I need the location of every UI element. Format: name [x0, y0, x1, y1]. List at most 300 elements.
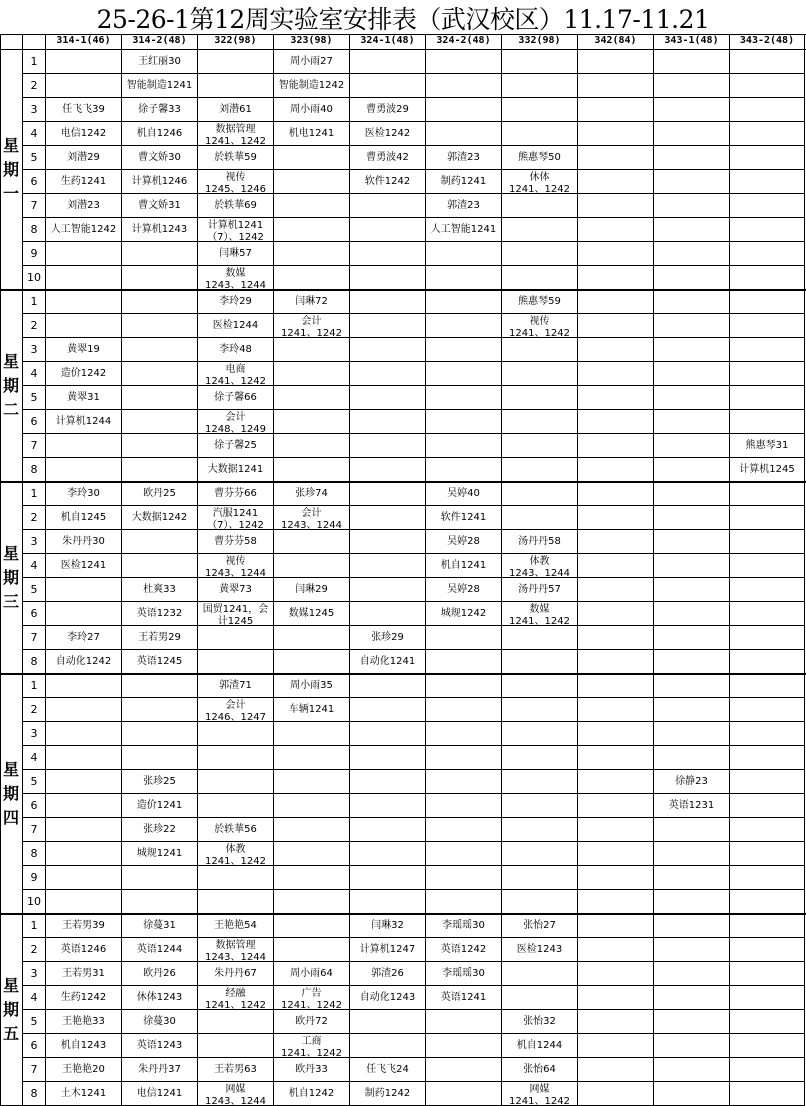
cell-text: 人工智能1241 — [430, 224, 497, 235]
empty-cell — [46, 746, 122, 770]
schedule-cell — [122, 986, 198, 1010]
cell-text: 视传 — [529, 316, 550, 327]
empty-cell — [502, 194, 578, 218]
schedule-cell — [198, 674, 274, 698]
schedule-cell — [274, 482, 350, 506]
schedule-cell — [122, 218, 198, 242]
schedule-cell — [274, 290, 350, 314]
cell-text: 自动化1241 — [359, 656, 416, 667]
cell-text: 熊惠琴31 — [745, 440, 789, 451]
cell-text: 曹芬芬58 — [214, 536, 257, 547]
empty-cell — [502, 218, 578, 242]
schedule-cell — [198, 986, 274, 1010]
empty-cell — [654, 242, 730, 266]
empty-cell — [350, 266, 426, 290]
empty-cell — [350, 866, 426, 890]
empty-cell — [654, 266, 730, 290]
empty-cell — [426, 1058, 502, 1082]
cell-text: 计算机1243 — [131, 224, 188, 235]
cell-text: 刘潜61 — [219, 104, 252, 115]
schedule-cell — [350, 650, 426, 674]
schedule-cell — [198, 1082, 274, 1106]
cell-text: 1243、1244 — [509, 568, 570, 578]
empty-cell — [502, 698, 578, 722]
cell-text: 欧丹72 — [295, 1016, 328, 1027]
cell-text: 电信1242 — [60, 128, 107, 139]
cell-text: 徐蔓30 — [143, 1016, 176, 1027]
cell-text: 机自1242 — [288, 1088, 335, 1099]
schedule-cell — [274, 986, 350, 1010]
schedule-cell — [426, 170, 502, 194]
cell-text: 医检1241 — [60, 560, 107, 571]
cell-text: （7）、1242 — [207, 232, 264, 242]
empty-cell — [730, 722, 805, 746]
period-number: 1 — [23, 482, 46, 506]
schedule-cell — [198, 314, 274, 338]
cell-text: 英语1245 — [136, 656, 183, 667]
cell-text: 熊惠琴59 — [518, 296, 561, 307]
schedule-cell — [46, 986, 122, 1010]
empty-cell — [578, 482, 654, 506]
period-number: 5 — [23, 386, 46, 410]
schedule-cell — [46, 218, 122, 242]
empty-cell — [578, 674, 654, 698]
empty-cell — [654, 746, 730, 770]
room-header: 343-2(48) — [730, 34, 805, 50]
cell-text: 汤丹丹58 — [518, 536, 561, 547]
period-number: 9 — [23, 866, 46, 890]
cell-text: 机自1243 — [60, 1040, 107, 1051]
empty-cell — [502, 986, 578, 1010]
cell-text: 土木1241 — [60, 1088, 107, 1099]
empty-cell — [730, 986, 805, 1010]
cell-text: 李瑶瑶30 — [442, 920, 485, 931]
empty-cell — [654, 146, 730, 170]
empty-cell — [578, 602, 654, 626]
empty-cell — [274, 338, 350, 362]
cell-text: 英语1241 — [440, 992, 487, 1003]
empty-cell — [122, 458, 198, 482]
cell-text: 1241、1242 — [509, 1096, 570, 1106]
empty-cell — [502, 458, 578, 482]
schedule-cell — [122, 962, 198, 986]
empty-cell — [502, 338, 578, 362]
schedule-cell — [198, 962, 274, 986]
empty-cell — [578, 794, 654, 818]
empty-cell — [578, 842, 654, 866]
schedule-cell — [502, 1058, 578, 1082]
empty-cell — [730, 122, 805, 146]
cell-text: 徐静23 — [675, 776, 708, 787]
cell-text: 郭渣71 — [219, 680, 252, 691]
empty-cell — [350, 290, 426, 314]
empty-cell — [502, 842, 578, 866]
day-label-char: 四 — [2, 807, 19, 827]
empty-cell — [654, 914, 730, 938]
empty-cell — [122, 410, 198, 434]
cell-text: 计算机1241 — [207, 220, 264, 231]
period-number: 3 — [23, 338, 46, 362]
cell-text: 1241、1242 — [205, 856, 266, 866]
empty-cell — [502, 962, 578, 986]
empty-cell — [654, 722, 730, 746]
schedule-cell — [46, 362, 122, 386]
empty-cell — [654, 1034, 730, 1058]
schedule-cell — [350, 146, 426, 170]
schedule-cell — [350, 98, 426, 122]
schedule-cell — [122, 482, 198, 506]
empty-cell — [730, 578, 805, 602]
schedule-cell — [274, 674, 350, 698]
cell-text: 数媒 — [529, 604, 550, 615]
schedule-cell — [426, 578, 502, 602]
cell-text: 汤丹丹57 — [518, 584, 561, 595]
schedule-cell — [122, 146, 198, 170]
empty-cell — [502, 98, 578, 122]
empty-cell — [46, 578, 122, 602]
cell-text: 王红丽30 — [138, 56, 181, 67]
empty-cell — [730, 290, 805, 314]
empty-cell — [578, 98, 654, 122]
empty-cell — [198, 650, 274, 674]
empty-cell — [122, 314, 198, 338]
empty-cell — [350, 194, 426, 218]
empty-cell — [730, 962, 805, 986]
cell-text: 黄翠31 — [67, 392, 100, 403]
schedule-cell — [502, 578, 578, 602]
period-number: 6 — [23, 170, 46, 194]
cell-text: 周小雨40 — [290, 104, 333, 115]
empty-cell — [350, 746, 426, 770]
empty-cell — [46, 602, 122, 626]
schedule-cell — [274, 50, 350, 74]
empty-cell — [654, 1058, 730, 1082]
cell-text: 体教 — [225, 844, 246, 855]
cell-text: 造价1241 — [136, 800, 183, 811]
empty-cell — [730, 74, 805, 98]
period-number: 5 — [23, 1010, 46, 1034]
period-number: 7 — [23, 818, 46, 842]
empty-cell — [578, 386, 654, 410]
empty-cell — [426, 50, 502, 74]
cell-text: 张怡32 — [523, 1016, 556, 1027]
empty-cell — [122, 746, 198, 770]
cell-text: 李玲27 — [67, 632, 100, 643]
schedule-cell — [122, 626, 198, 650]
period-number: 3 — [23, 530, 46, 554]
empty-cell — [426, 626, 502, 650]
schedule-cell — [198, 122, 274, 146]
schedule-cell — [198, 818, 274, 842]
schedule-cell — [654, 770, 730, 794]
empty-cell — [502, 794, 578, 818]
period-number: 4 — [23, 986, 46, 1010]
schedule-cell — [426, 962, 502, 986]
schedule-cell — [122, 506, 198, 530]
empty-cell — [198, 770, 274, 794]
empty-cell — [578, 626, 654, 650]
empty-cell — [730, 242, 805, 266]
schedule-cell — [122, 194, 198, 218]
cell-text: 生药1241 — [60, 176, 107, 187]
cell-text: 生药1242 — [60, 992, 107, 1003]
day-label-char: 星 — [2, 543, 19, 563]
schedule-cell — [198, 410, 274, 434]
schedule-cell — [198, 506, 274, 530]
schedule-cell — [502, 146, 578, 170]
schedule-cell — [46, 170, 122, 194]
cell-text: 机自1245 — [60, 512, 107, 523]
period-number: 2 — [23, 74, 46, 98]
cell-text: 智能制造1241 — [126, 80, 193, 91]
schedule-cell — [274, 122, 350, 146]
schedule-cell — [122, 1010, 198, 1034]
schedule-cell — [426, 938, 502, 962]
schedule-cell — [198, 530, 274, 554]
empty-cell — [730, 746, 805, 770]
empty-cell — [426, 770, 502, 794]
empty-cell — [502, 674, 578, 698]
schedule-cell — [198, 266, 274, 290]
schedule-cell — [198, 194, 274, 218]
room-header: 324-1(48) — [350, 34, 426, 50]
cell-text: 大数据1241 — [207, 464, 264, 475]
schedule-cell — [198, 218, 274, 242]
empty-cell — [730, 770, 805, 794]
schedule-cell — [502, 602, 578, 626]
empty-cell — [654, 122, 730, 146]
day-label-char: 五 — [2, 1023, 19, 1043]
room-header: 322(98) — [198, 34, 274, 50]
cell-text: 软件1242 — [364, 176, 411, 187]
cell-text: 朱丹丹30 — [62, 536, 105, 547]
empty-cell — [730, 938, 805, 962]
empty-cell — [502, 386, 578, 410]
cell-text: 医检1244 — [212, 320, 259, 331]
schedule-cell — [426, 146, 502, 170]
empty-cell — [502, 74, 578, 98]
schedule-cell — [426, 602, 502, 626]
cell-text: 人工智能1242 — [50, 224, 117, 235]
empty-cell — [122, 362, 198, 386]
empty-cell — [350, 242, 426, 266]
period-number: 1 — [23, 50, 46, 74]
cell-text: 闫琳57 — [219, 248, 252, 259]
empty-cell — [198, 74, 274, 98]
empty-cell — [730, 1034, 805, 1058]
schedule-cell — [122, 770, 198, 794]
empty-cell — [198, 50, 274, 74]
empty-cell — [578, 146, 654, 170]
empty-cell — [350, 338, 426, 362]
empty-cell — [578, 122, 654, 146]
empty-cell — [426, 242, 502, 266]
empty-cell — [502, 866, 578, 890]
cell-text: 医检1243 — [516, 944, 563, 955]
empty-cell — [730, 842, 805, 866]
empty-cell — [274, 626, 350, 650]
empty-cell — [122, 290, 198, 314]
period-number: 6 — [23, 602, 46, 626]
cell-text: 英语1242 — [440, 944, 487, 955]
day-label-char: 星 — [2, 975, 19, 995]
cell-text: 大数据1242 — [131, 512, 188, 523]
empty-cell — [122, 890, 198, 914]
cell-text: 闫琳72 — [295, 296, 328, 307]
room-header: 342(84) — [578, 34, 654, 50]
empty-cell — [426, 266, 502, 290]
empty-cell — [730, 146, 805, 170]
room-header: 314-2(48) — [122, 34, 198, 50]
empty-cell — [578, 218, 654, 242]
schedule-cell — [502, 1034, 578, 1058]
cell-text: 1243、1244 — [205, 568, 266, 578]
empty-cell — [426, 698, 502, 722]
schedule-cell — [274, 698, 350, 722]
period-number: 6 — [23, 794, 46, 818]
empty-cell — [122, 386, 198, 410]
day-label-char: 期 — [2, 159, 19, 179]
empty-cell — [350, 530, 426, 554]
room-header: 324-2(48) — [426, 34, 502, 50]
cell-text: 於轶華59 — [214, 152, 257, 163]
cell-text: 会计 — [301, 316, 322, 327]
schedule-cell — [426, 554, 502, 578]
schedule-cell — [46, 122, 122, 146]
empty-cell — [46, 266, 122, 290]
empty-cell — [350, 50, 426, 74]
empty-cell — [46, 290, 122, 314]
schedule-cell — [122, 98, 198, 122]
schedule-cell — [350, 626, 426, 650]
cell-text: 自动化1242 — [55, 656, 112, 667]
empty-cell — [654, 362, 730, 386]
period-number: 4 — [23, 122, 46, 146]
schedule-cell — [46, 626, 122, 650]
schedule-cell — [350, 1082, 426, 1106]
empty-cell — [350, 602, 426, 626]
schedule-cell — [274, 506, 350, 530]
cell-text: 李玲48 — [219, 344, 252, 355]
cell-text: 会计 — [225, 700, 246, 711]
table-border — [0, 913, 806, 915]
cell-text: 闫琳29 — [295, 584, 328, 595]
period-number: 8 — [23, 1082, 46, 1106]
schedule-cell — [502, 914, 578, 938]
empty-cell — [654, 1082, 730, 1106]
period-number: 10 — [23, 266, 46, 290]
empty-cell — [350, 218, 426, 242]
empty-cell — [350, 1010, 426, 1034]
empty-cell — [578, 410, 654, 434]
empty-cell — [46, 842, 122, 866]
cell-text: 王若男39 — [62, 920, 105, 931]
schedule-cell — [46, 554, 122, 578]
cell-text: 城规1242 — [440, 608, 487, 619]
empty-cell — [654, 170, 730, 194]
empty-cell — [654, 650, 730, 674]
empty-cell — [578, 722, 654, 746]
empty-cell — [502, 818, 578, 842]
cell-text: 制药1241 — [440, 176, 487, 187]
schedule-cell — [122, 602, 198, 626]
empty-cell — [654, 290, 730, 314]
day-label-char: 期 — [2, 567, 19, 587]
cell-text: 任飞飞39 — [62, 104, 105, 115]
empty-cell — [426, 74, 502, 98]
cell-text: 王艳艳20 — [62, 1064, 105, 1075]
schedule-cell — [198, 338, 274, 362]
cell-text: 软件1241 — [440, 512, 487, 523]
empty-cell — [274, 410, 350, 434]
empty-cell — [350, 362, 426, 386]
empty-cell — [578, 938, 654, 962]
cell-text: 1241、1242 — [281, 328, 342, 338]
schedule-cell — [502, 1010, 578, 1034]
empty-cell — [502, 242, 578, 266]
cell-text: 智能制造1242 — [278, 80, 345, 91]
schedule-cell — [46, 1058, 122, 1082]
empty-cell — [122, 722, 198, 746]
table-border — [0, 49, 806, 50]
empty-cell — [46, 770, 122, 794]
schedule-cell — [350, 1058, 426, 1082]
empty-cell — [46, 866, 122, 890]
cell-text: 汽服1241 — [212, 508, 259, 519]
empty-cell — [654, 410, 730, 434]
empty-cell — [502, 410, 578, 434]
period-number: 10 — [23, 890, 46, 914]
cell-text: 杜爽33 — [143, 584, 176, 595]
empty-cell — [350, 506, 426, 530]
schedule-cell — [274, 1058, 350, 1082]
cell-text: 电商 — [225, 364, 246, 375]
schedule-cell — [502, 170, 578, 194]
empty-cell — [46, 458, 122, 482]
cell-text: 吴婷28 — [447, 584, 480, 595]
empty-cell — [274, 866, 350, 890]
empty-cell — [578, 554, 654, 578]
period-number: 1 — [23, 674, 46, 698]
schedule-cell — [502, 530, 578, 554]
schedule-cell — [274, 1010, 350, 1034]
cell-text: 电信1241 — [136, 1088, 183, 1099]
empty-cell — [274, 386, 350, 410]
empty-cell — [654, 986, 730, 1010]
cell-text: 张珍29 — [371, 632, 404, 643]
period-number: 3 — [23, 962, 46, 986]
cell-text: 周小雨64 — [290, 968, 333, 979]
empty-cell — [350, 698, 426, 722]
room-header: 314-1(46) — [46, 34, 122, 50]
empty-cell — [578, 338, 654, 362]
period-number: 4 — [23, 554, 46, 578]
empty-cell — [350, 1034, 426, 1058]
empty-cell — [274, 890, 350, 914]
empty-cell — [502, 122, 578, 146]
schedule-cell — [198, 386, 274, 410]
schedule-cell — [122, 1058, 198, 1082]
empty-cell — [274, 794, 350, 818]
cell-text: 英语1231 — [668, 800, 715, 811]
empty-cell — [578, 1082, 654, 1106]
cell-text: 闫琳32 — [371, 920, 404, 931]
cell-text: 王若男63 — [214, 1064, 257, 1075]
empty-cell — [502, 746, 578, 770]
schedule-cell — [198, 698, 274, 722]
schedule-cell — [122, 578, 198, 602]
empty-cell — [654, 458, 730, 482]
